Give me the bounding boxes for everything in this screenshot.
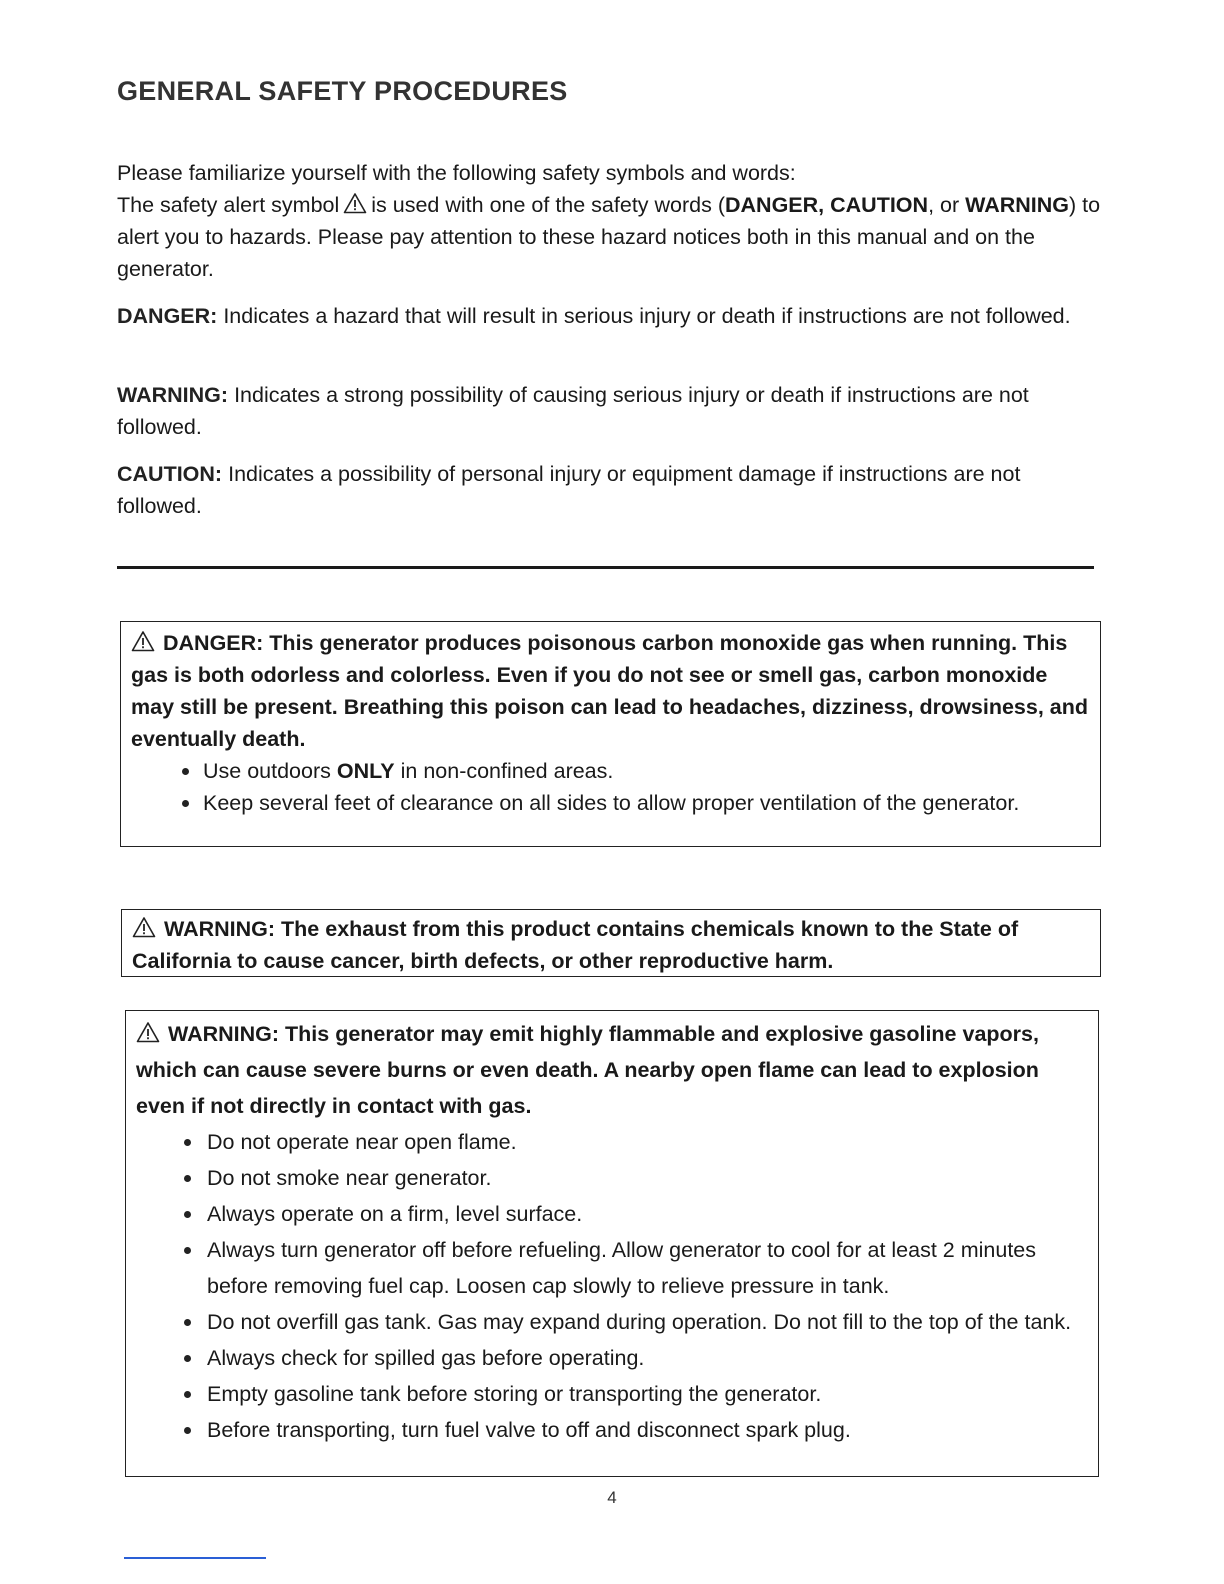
warning-triangle-icon xyxy=(131,630,155,652)
bullet-icon xyxy=(184,1139,191,1146)
intro-paragraph: The safety alert symbol is used with one of the safety words (DANGER, CAUTION, or WARNING) to alert you to hazards. Please pay attention to these hazard notices both in this manual and on the generator. xyxy=(117,193,1101,281)
list-item: Before transporting, turn fuel valve to off and disconnect spark plug. xyxy=(136,1412,1088,1448)
danger-notice-box xyxy=(120,621,1101,847)
warning-triangle-icon xyxy=(343,192,367,214)
warning-triangle-icon xyxy=(136,1021,160,1043)
definition-caution: CAUTION: Indicates a possibility of personal injury or equipment damage if instructions are not followed. xyxy=(117,462,1021,518)
definition-warning: WARNING: Indicates a strong possibility of causing serious injury or death if instructions are not followed. xyxy=(117,383,1029,439)
keyword: DANGER, CAUTION xyxy=(725,193,929,217)
list-item: Do not smoke near generator. xyxy=(136,1160,1088,1196)
notice-heading: WARNING: The exhaust from this product contains chemicals known to the State of California to cause cancer, birth defects, or other reproductive harm. xyxy=(132,917,1019,973)
warning-triangle-icon xyxy=(132,916,156,938)
bullet-icon xyxy=(184,1355,191,1362)
gasoline-warning-box xyxy=(125,1010,1099,1477)
bullet-icon xyxy=(184,1319,191,1326)
list-item: Always turn generator off before refueling. Allow generator to cool for at least 2 minutes before removing fuel cap. Loosen cap slowly to relieve pressure in tank. xyxy=(136,1232,1088,1304)
bullet-icon xyxy=(184,1391,191,1398)
notice-heading: WARNING: This generator may emit highly flammable and explosive gasoline vapors, which can cause severe burns or even death. A nearby open flame can lead to explosion even if not directly in contact with gas. xyxy=(136,1022,1039,1118)
list-item: Do not operate near open flame. xyxy=(136,1124,1088,1160)
keyword: WARNING xyxy=(965,193,1070,217)
list-item: Always operate on a firm, level surface. xyxy=(136,1196,1088,1232)
keyword: ONLY xyxy=(336,759,395,783)
list-item: Keep several feet of clearance on all sides to allow proper ventilation of the generator. xyxy=(131,787,1090,819)
list-item: Empty gasoline tank before storing or transporting the generator. xyxy=(136,1376,1088,1412)
bullet-icon xyxy=(184,1247,191,1254)
bullet-list xyxy=(136,1124,1088,1448)
intro-line: Please familiarize yourself with the following safety symbols and words: xyxy=(117,161,796,185)
california-warning-box xyxy=(121,909,1101,977)
bullet-icon xyxy=(184,1211,191,1218)
list-item: Do not overfill gas tank. Gas may expand during operation. Do not fill to the top of the tank. xyxy=(136,1304,1088,1340)
bullet-icon xyxy=(184,1427,191,1434)
footer-line xyxy=(124,1557,266,1559)
list-item: Always check for spilled gas before operating. xyxy=(136,1340,1088,1376)
bullet-list xyxy=(131,755,1090,819)
page-title: GENERAL SAFETY PROCEDURES xyxy=(117,76,568,106)
bullet-icon xyxy=(182,768,189,775)
intro-text xyxy=(117,157,1107,285)
notice-heading: DANGER: This generator produces poisonous carbon monoxide gas when running. This gas is both odorless and colorless. Even if you do not see or smell gas, carbon monoxide may still be present. Breathing this poison can lead to headaches, dizziness, drowsiness, and eventually death. xyxy=(131,631,1089,751)
bullet-icon xyxy=(184,1175,191,1182)
list-item: Use outdoors ONLY in non-confined areas. xyxy=(131,755,1090,787)
bullet-icon xyxy=(182,800,189,807)
definition-danger: DANGER: Indicates a hazard that will result in serious injury or death if instructions are not followed. xyxy=(117,304,1071,328)
section-divider xyxy=(117,566,1094,569)
page-number: 4 xyxy=(607,1488,617,1507)
